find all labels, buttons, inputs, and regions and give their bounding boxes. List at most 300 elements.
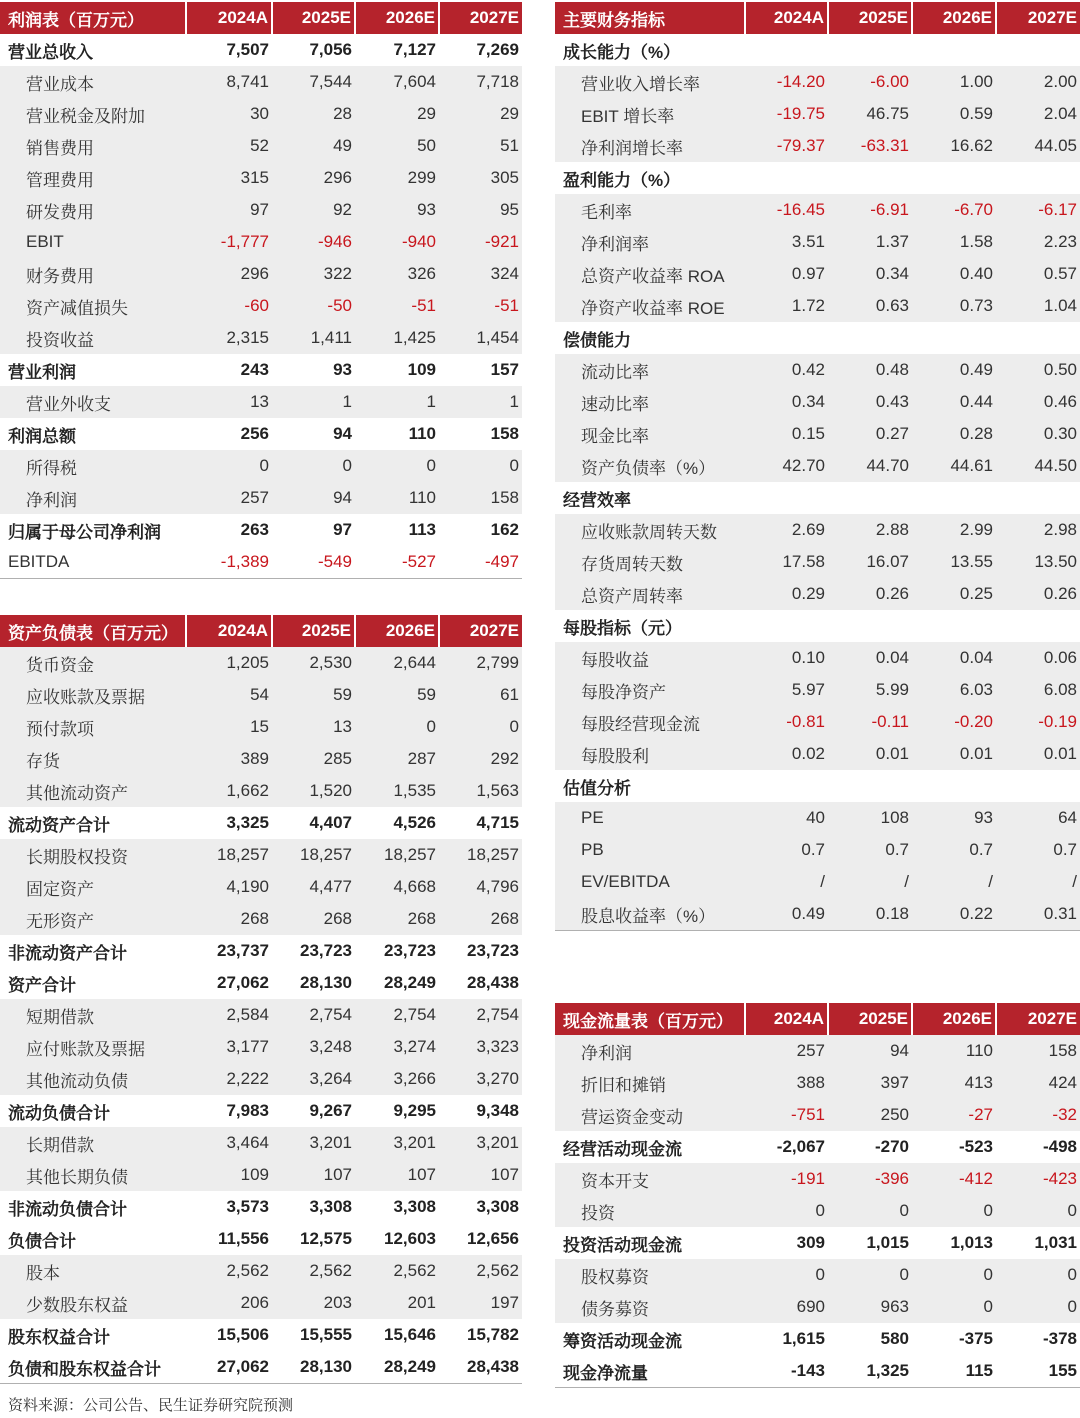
row-value: 59: [355, 679, 439, 711]
row-value: -50: [272, 290, 355, 322]
row-value: 3,266: [355, 1063, 439, 1095]
row-value: 0.7: [828, 834, 912, 866]
balance-sheet-table: [0, 615, 522, 1384]
row-value: 299: [355, 162, 439, 194]
row-value: 0.27: [828, 418, 912, 450]
row-label: 少数股东权益: [0, 1287, 186, 1319]
row-value: 15,646: [355, 1319, 439, 1351]
row-value: 109: [355, 354, 439, 386]
row-label: 股权募资: [555, 1259, 745, 1291]
row-label: 负债合计: [0, 1223, 186, 1255]
row-value: 3,201: [439, 1127, 522, 1159]
row-label: 营业税金及附加: [0, 98, 186, 130]
row-label: 管理费用: [0, 162, 186, 194]
table-row: [555, 770, 1080, 802]
row-value: 30: [186, 98, 272, 130]
row-value: 0.57: [996, 258, 1080, 290]
row-value: 0: [355, 450, 439, 482]
row-value: 3,270: [439, 1063, 522, 1095]
row-value: 0.26: [996, 578, 1080, 610]
row-label: 净资产收益率 ROE: [555, 290, 745, 322]
row-label: 每股净资产: [555, 674, 745, 706]
table-row: [0, 1287, 522, 1319]
row-value: -0.11: [828, 706, 912, 738]
row-value: 0.42: [745, 354, 828, 386]
row-value: 206: [186, 1287, 272, 1319]
row-value: -51: [439, 290, 522, 322]
row-value: 51: [439, 130, 522, 162]
row-value: 243: [186, 354, 272, 386]
row-label: 长期股权投资: [0, 839, 186, 871]
table-row: [0, 482, 522, 514]
row-value: 2.04: [996, 98, 1080, 130]
row-value: 0.29: [745, 578, 828, 610]
row-value: 94: [272, 482, 355, 514]
row-value: -523: [912, 1131, 996, 1163]
row-value: 389: [186, 743, 272, 775]
row-label: 利润总额: [0, 418, 186, 450]
row-value: 18,257: [186, 839, 272, 871]
row-value: 0.44: [912, 386, 996, 418]
row-label: 每股股利: [555, 738, 745, 770]
row-value: 16.62: [912, 130, 996, 162]
row-label: PE: [555, 802, 745, 834]
row-value: 158: [996, 1035, 1080, 1067]
table-row: [555, 1291, 1080, 1323]
row-value: 97: [272, 514, 355, 546]
table-row: [555, 1259, 1080, 1291]
row-value: 15,555: [272, 1319, 355, 1351]
row-value: 92: [272, 194, 355, 226]
row-label: 经营活动现金流: [555, 1131, 745, 1163]
row-label: 毛利率: [555, 194, 745, 226]
row-value: 3,264: [272, 1063, 355, 1095]
row-value: 50: [355, 130, 439, 162]
row-label: 投资: [555, 1195, 745, 1227]
year-header: 2024A: [186, 2, 272, 34]
row-label: EBIT 增长率: [555, 98, 745, 130]
row-value: 28,249: [355, 967, 439, 999]
row-value: -921: [439, 226, 522, 258]
row-value: 13: [272, 711, 355, 743]
row-value: 0.15: [745, 418, 828, 450]
row-label: 股息收益率（%）: [555, 898, 745, 931]
row-value: 0: [996, 1291, 1080, 1323]
row-label: 营业外收支: [0, 386, 186, 418]
table-row: [555, 66, 1080, 98]
row-label: 无形资产: [0, 903, 186, 935]
table-row: [555, 322, 1080, 354]
row-value: [828, 770, 912, 802]
row-value: 2,562: [355, 1255, 439, 1287]
row-value: 3,573: [186, 1191, 272, 1223]
table-row: [555, 802, 1080, 834]
row-value: 3,201: [272, 1127, 355, 1159]
row-value: 2,315: [186, 322, 272, 354]
row-value: [996, 162, 1080, 194]
row-value: 690: [745, 1291, 828, 1323]
row-label: 资产负债率（%）: [555, 450, 745, 482]
row-value: 15,782: [439, 1319, 522, 1351]
row-value: -6.00: [828, 66, 912, 98]
table-row: [555, 482, 1080, 514]
row-value: 0: [996, 1195, 1080, 1227]
row-label: 每股指标（元）: [555, 610, 745, 642]
row-value: 29: [439, 98, 522, 130]
row-value: 49: [272, 130, 355, 162]
row-label: 存货周转天数: [555, 546, 745, 578]
row-label: EV/EBITDA: [555, 866, 745, 898]
row-value: 0.01: [912, 738, 996, 770]
row-label: 资产减值损失: [0, 290, 186, 322]
row-value: -1,777: [186, 226, 272, 258]
row-value: 28,438: [439, 967, 522, 999]
row-label: 财务费用: [0, 258, 186, 290]
table-row: [555, 34, 1080, 66]
table-row: [0, 1063, 522, 1095]
row-value: 0.7: [996, 834, 1080, 866]
row-value: /: [745, 866, 828, 898]
row-value: 0.28: [912, 418, 996, 450]
table-row: [0, 130, 522, 162]
key-indicators-title: 主要财务指标: [555, 2, 745, 34]
table-row: [555, 130, 1080, 162]
row-value: 107: [272, 1159, 355, 1191]
table-row: [555, 1067, 1080, 1099]
row-value: 2,799: [439, 647, 522, 679]
row-label: 投资收益: [0, 322, 186, 354]
row-label: 其他流动负债: [0, 1063, 186, 1095]
row-value: 1.72: [745, 290, 828, 322]
row-value: 0: [996, 1259, 1080, 1291]
row-label: 其他流动资产: [0, 775, 186, 807]
row-value: 1.37: [828, 226, 912, 258]
row-value: 7,269: [439, 34, 522, 66]
row-value: -751: [745, 1099, 828, 1131]
table-row: [0, 322, 522, 354]
row-value: -32: [996, 1099, 1080, 1131]
row-value: 2,222: [186, 1063, 272, 1095]
row-value: 9,348: [439, 1095, 522, 1127]
row-value: -1,389: [186, 546, 272, 579]
row-value: -60: [186, 290, 272, 322]
year-header: 2024A: [186, 615, 272, 647]
row-value: 0.49: [745, 898, 828, 931]
row-value: 13.55: [912, 546, 996, 578]
row-value: 7,604: [355, 66, 439, 98]
table-row: [555, 1355, 1080, 1388]
row-value: 28: [272, 98, 355, 130]
table-row: [0, 514, 522, 546]
row-value: [745, 770, 828, 802]
row-value: 108: [828, 802, 912, 834]
row-value: 1: [272, 386, 355, 418]
row-label: 成长能力（%）: [555, 34, 745, 66]
row-label: 折旧和摊销: [555, 1067, 745, 1099]
row-value: -396: [828, 1163, 912, 1195]
table-row: [555, 674, 1080, 706]
table-row: [555, 642, 1080, 674]
row-value: -191: [745, 1163, 828, 1195]
row-value: -0.81: [745, 706, 828, 738]
row-label: 估值分析: [555, 770, 745, 802]
row-value: -423: [996, 1163, 1080, 1195]
table-row: [0, 903, 522, 935]
row-value: [996, 482, 1080, 514]
row-value: 287: [355, 743, 439, 775]
table-row: [0, 450, 522, 482]
row-value: 0.7: [745, 834, 828, 866]
row-value: 28,438: [439, 1351, 522, 1384]
row-value: 0.73: [912, 290, 996, 322]
row-value: 93: [912, 802, 996, 834]
row-label: 流动负债合计: [0, 1095, 186, 1127]
row-value: 2,754: [439, 999, 522, 1031]
row-value: /: [996, 866, 1080, 898]
row-value: 3,248: [272, 1031, 355, 1063]
row-value: 9,295: [355, 1095, 439, 1127]
row-value: 2,754: [272, 999, 355, 1031]
row-value: -79.37: [745, 130, 828, 162]
row-label: 研发费用: [0, 194, 186, 226]
row-value: 0.25: [912, 578, 996, 610]
row-value: 7,056: [272, 34, 355, 66]
row-value: 285: [272, 743, 355, 775]
row-value: [912, 770, 996, 802]
row-value: 2.99: [912, 514, 996, 546]
table-row: [555, 834, 1080, 866]
row-label: 总资产周转率: [555, 578, 745, 610]
row-label: 净利润率: [555, 226, 745, 258]
table-row: [0, 967, 522, 999]
row-value: 1,662: [186, 775, 272, 807]
year-header: 2024A: [745, 2, 828, 34]
table-row: [555, 1131, 1080, 1163]
year-header: 2024A: [745, 1003, 828, 1035]
row-value: -940: [355, 226, 439, 258]
row-value: 1,015: [828, 1227, 912, 1259]
row-value: 1,454: [439, 322, 522, 354]
row-value: 257: [186, 482, 272, 514]
income-statement-table: [0, 2, 522, 579]
row-value: 268: [186, 903, 272, 935]
row-label: 每股经营现金流: [555, 706, 745, 738]
row-value: 5.99: [828, 674, 912, 706]
row-value: 2,562: [272, 1255, 355, 1287]
row-label: 资本开支: [555, 1163, 745, 1195]
row-value: 23,723: [439, 935, 522, 967]
row-value: 0.04: [828, 642, 912, 674]
row-value: 3,464: [186, 1127, 272, 1159]
row-label: 经营效率: [555, 482, 745, 514]
table-row: [0, 98, 522, 130]
row-value: -14.20: [745, 66, 828, 98]
row-label: 负债和股东权益合计: [0, 1351, 186, 1384]
year-header: 2026E: [355, 2, 439, 34]
row-value: -0.19: [996, 706, 1080, 738]
row-value: 23,737: [186, 935, 272, 967]
row-value: 94: [828, 1035, 912, 1067]
income-statement-title: 利润表（百万元）: [0, 2, 186, 34]
row-value: 0.22: [912, 898, 996, 931]
row-value: 3,308: [439, 1191, 522, 1223]
row-value: 155: [996, 1355, 1080, 1388]
table-row: [0, 162, 522, 194]
table-row: [555, 1195, 1080, 1227]
row-value: 0: [745, 1259, 828, 1291]
row-value: 0.31: [996, 898, 1080, 931]
year-header: 2027E: [996, 2, 1080, 34]
row-label: 每股收益: [555, 642, 745, 674]
row-value: 7,127: [355, 34, 439, 66]
row-value: [996, 34, 1080, 66]
row-value: 3,323: [439, 1031, 522, 1063]
row-value: 0.48: [828, 354, 912, 386]
row-value: 2.69: [745, 514, 828, 546]
row-value: 0.26: [828, 578, 912, 610]
table-row: [0, 1223, 522, 1255]
row-value: 157: [439, 354, 522, 386]
row-value: 18,257: [439, 839, 522, 871]
row-value: 42.70: [745, 450, 828, 482]
row-value: 18,257: [272, 839, 355, 871]
row-value: 4,668: [355, 871, 439, 903]
row-value: 315: [186, 162, 272, 194]
row-value: 7,544: [272, 66, 355, 98]
row-value: 3,308: [272, 1191, 355, 1223]
row-label: 股本: [0, 1255, 186, 1287]
row-value: 3,201: [355, 1127, 439, 1159]
row-value: 2,644: [355, 647, 439, 679]
row-value: 23,723: [272, 935, 355, 967]
row-value: 64: [996, 802, 1080, 834]
row-value: 296: [272, 162, 355, 194]
row-value: 16.07: [828, 546, 912, 578]
row-label: 股东权益合计: [0, 1319, 186, 1351]
row-value: 12,575: [272, 1223, 355, 1255]
row-value: 3,274: [355, 1031, 439, 1063]
cash-flow-table: [555, 1003, 1080, 1388]
table-row: [0, 418, 522, 450]
row-value: 257: [745, 1035, 828, 1067]
row-value: 256: [186, 418, 272, 450]
row-value: 201: [355, 1287, 439, 1319]
row-value: 109: [186, 1159, 272, 1191]
row-value: 2.00: [996, 66, 1080, 98]
table-row: [555, 450, 1080, 482]
table-row: [0, 1159, 522, 1191]
table-row: [555, 1227, 1080, 1259]
row-value: 158: [439, 418, 522, 450]
row-value: 0: [828, 1259, 912, 1291]
row-value: 18,257: [355, 839, 439, 871]
row-label: 现金净流量: [555, 1355, 745, 1388]
row-value: -16.45: [745, 194, 828, 226]
row-value: 44.50: [996, 450, 1080, 482]
row-value: 28,249: [355, 1351, 439, 1384]
row-value: -497: [439, 546, 522, 579]
table-row: [555, 194, 1080, 226]
year-header: 2025E: [828, 1003, 912, 1035]
table-row: [555, 706, 1080, 738]
row-value: 0: [186, 450, 272, 482]
table-row: [0, 871, 522, 903]
year-header: 2027E: [996, 1003, 1080, 1035]
row-value: 1,535: [355, 775, 439, 807]
table-row: [0, 1031, 522, 1063]
row-value: 1,615: [745, 1323, 828, 1355]
table-row: [0, 743, 522, 775]
row-label: 流动资产合计: [0, 807, 186, 839]
row-value: 44.61: [912, 450, 996, 482]
key-indicators-table: [555, 2, 1080, 931]
row-value: 292: [439, 743, 522, 775]
row-label: 非流动资产合计: [0, 935, 186, 967]
table-row: [0, 1127, 522, 1159]
row-value: 1.04: [996, 290, 1080, 322]
row-value: 107: [355, 1159, 439, 1191]
row-value: 5.97: [745, 674, 828, 706]
table-row: [0, 935, 522, 967]
row-value: 1,031: [996, 1227, 1080, 1259]
table-row: [0, 1255, 522, 1287]
row-value: 326: [355, 258, 439, 290]
row-value: [828, 610, 912, 642]
table-row: [0, 194, 522, 226]
year-header: 2027E: [439, 615, 522, 647]
year-header: 2026E: [912, 2, 996, 34]
table-row: [555, 578, 1080, 610]
cash-flow-title: 现金流量表（百万元）: [555, 1003, 745, 1035]
row-value: 324: [439, 258, 522, 290]
row-value: -549: [272, 546, 355, 579]
row-value: -270: [828, 1131, 912, 1163]
row-value: 263: [186, 514, 272, 546]
row-value: -498: [996, 1131, 1080, 1163]
row-value: 413: [912, 1067, 996, 1099]
row-value: 0.63: [828, 290, 912, 322]
table-row: [555, 898, 1080, 931]
table-row: [0, 1191, 522, 1223]
table-row: [0, 679, 522, 711]
row-value: 0.18: [828, 898, 912, 931]
row-value: 28,130: [272, 1351, 355, 1384]
row-value: 0.34: [828, 258, 912, 290]
row-value: [745, 322, 828, 354]
row-label: 筹资活动现金流: [555, 1323, 745, 1355]
row-label: PB: [555, 834, 745, 866]
row-value: 0: [912, 1291, 996, 1323]
row-label: 货币资金: [0, 647, 186, 679]
row-value: -527: [355, 546, 439, 579]
row-value: 107: [439, 1159, 522, 1191]
row-value: 6.03: [912, 674, 996, 706]
row-value: 4,407: [272, 807, 355, 839]
row-value: 61: [439, 679, 522, 711]
row-value: 2,530: [272, 647, 355, 679]
row-value: 110: [355, 482, 439, 514]
row-value: 0: [355, 711, 439, 743]
row-value: 0.01: [996, 738, 1080, 770]
row-value: [996, 770, 1080, 802]
row-label: 存货: [0, 743, 186, 775]
row-value: 963: [828, 1291, 912, 1323]
row-value: 162: [439, 514, 522, 546]
row-value: 94: [272, 418, 355, 450]
row-value: [912, 34, 996, 66]
source-note: 资料来源：公司公告、民生证券研究院预测: [8, 1397, 294, 1414]
row-value: [745, 482, 828, 514]
